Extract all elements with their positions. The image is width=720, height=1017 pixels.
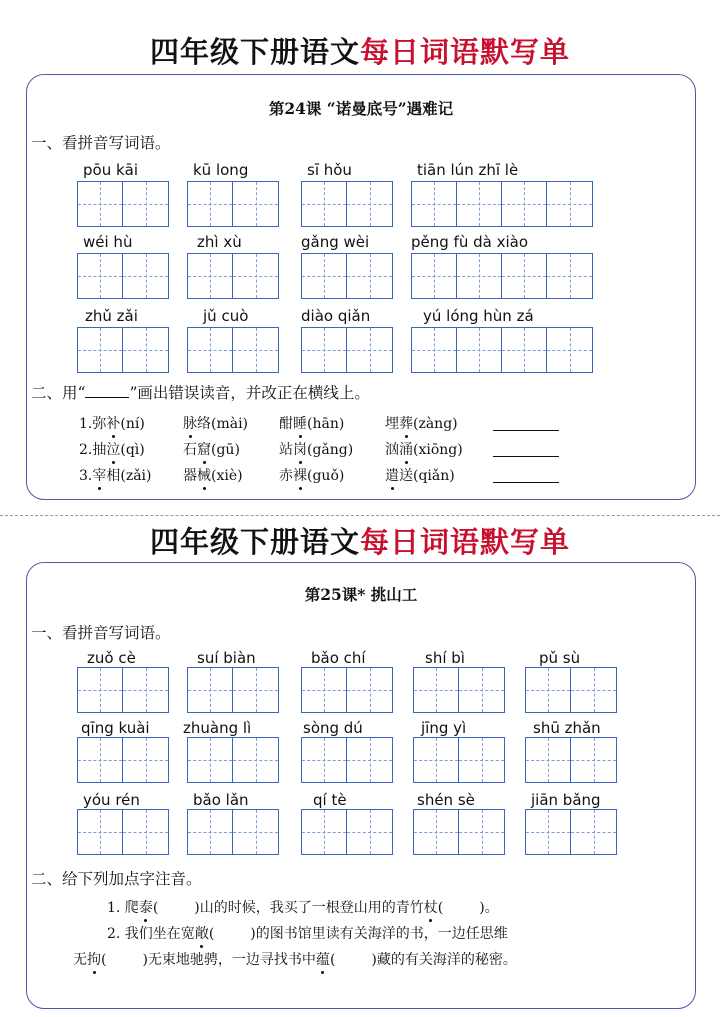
pinyin-label: yú lóng hùn zá bbox=[423, 307, 534, 325]
writing-grid[interactable] bbox=[77, 253, 169, 299]
sentence-2: 2. 我们坐在宽敞( )的图书馆里读有关海洋的书，一边任思维 bbox=[107, 923, 508, 943]
item-1-a: 1.弥补(ní) bbox=[79, 413, 145, 433]
pinyin-label: zhì xù bbox=[197, 233, 242, 251]
item-2-d: 汹涌(xiōng) bbox=[385, 439, 463, 459]
writing-grid[interactable] bbox=[77, 181, 169, 227]
writing-grid[interactable] bbox=[77, 327, 169, 373]
pinyin-label: sī hǒu bbox=[307, 161, 352, 179]
pinyin-label: bǎo chí bbox=[311, 649, 366, 667]
writing-grid[interactable] bbox=[411, 327, 593, 373]
pinyin-label: zhǔ zǎi bbox=[85, 307, 138, 325]
lesson-title: 第24课 “诺曼底号”遇难记 bbox=[268, 99, 454, 118]
pinyin-label: jǔ cuò bbox=[203, 307, 249, 325]
sentence-1: 1. 爬泰( )山的时候，我买了一根登山用的青竹杖( )。 bbox=[107, 897, 499, 917]
writing-grid[interactable] bbox=[301, 809, 393, 855]
pinyin-label: gǎng wèi bbox=[301, 233, 370, 251]
section-2-heading: 二、用“ ”画出错误读音，并改正在横线上。 bbox=[31, 384, 370, 402]
writing-grid[interactable] bbox=[413, 809, 505, 855]
writing-grid[interactable] bbox=[77, 809, 169, 855]
writing-grid[interactable] bbox=[187, 809, 279, 855]
section-1-heading: 一、看拼音写词语。 bbox=[31, 624, 171, 642]
item-1-c: 酣睡(hān) bbox=[279, 413, 344, 433]
writing-grid[interactable] bbox=[187, 181, 279, 227]
writing-grid[interactable] bbox=[187, 253, 279, 299]
lesson-title: 第25课* 挑山工 bbox=[304, 585, 418, 604]
item-2-b: 石窟(gū) bbox=[183, 439, 240, 459]
writing-grid[interactable] bbox=[411, 181, 593, 227]
pinyin-label: jiān bǎng bbox=[531, 791, 601, 809]
pinyin-label: qí tè bbox=[313, 791, 347, 809]
writing-grid[interactable] bbox=[187, 737, 279, 783]
pinyin-label: pōu kāi bbox=[83, 161, 139, 179]
pinyin-label: bǎo lǎn bbox=[193, 791, 249, 809]
pinyin-label: zhuàng lì bbox=[183, 719, 252, 737]
sentence-3: 无拘( )无束地驰骋，一边寻找书中蕴( )藏的有关海洋的秘密。 bbox=[73, 949, 517, 969]
answer-line[interactable] bbox=[493, 456, 559, 457]
item-3-a: 3.宰相(zǎi) bbox=[79, 465, 151, 485]
writing-grid[interactable] bbox=[187, 667, 279, 713]
pinyin-label: zuǒ cè bbox=[87, 649, 136, 667]
pinyin-label: shí bì bbox=[425, 649, 465, 667]
pinyin-label: suí biàn bbox=[197, 649, 256, 667]
writing-grid[interactable] bbox=[413, 737, 505, 783]
bottom-sheet-title: 四年级下册语文每日词语默写单 bbox=[149, 525, 571, 559]
pinyin-label: tiān lún zhī lè bbox=[417, 161, 519, 179]
item-1-d: 埋葬(zàng) bbox=[385, 413, 458, 433]
writing-grid[interactable] bbox=[525, 667, 617, 713]
item-3-b: 器械(xiè) bbox=[183, 465, 243, 485]
pinyin-label: sòng dú bbox=[303, 719, 363, 737]
writing-grid[interactable] bbox=[525, 809, 617, 855]
pinyin-label: qīng kuài bbox=[81, 719, 150, 737]
writing-grid[interactable] bbox=[187, 327, 279, 373]
section-1-heading: 一、看拼音写词语。 bbox=[31, 134, 171, 152]
writing-grid[interactable] bbox=[301, 253, 393, 299]
pinyin-label: shén sè bbox=[417, 791, 475, 809]
item-3-d: 遣送(qiǎn) bbox=[385, 465, 455, 485]
pinyin-label: pěng fù dà xiào bbox=[411, 233, 528, 251]
pinyin-label: kū long bbox=[193, 161, 249, 179]
writing-grid[interactable] bbox=[77, 667, 169, 713]
section-2-heading: 二、给下列加点字注音。 bbox=[31, 870, 202, 888]
writing-grid[interactable] bbox=[301, 667, 393, 713]
pinyin-label: diào qiǎn bbox=[301, 307, 371, 325]
writing-grid[interactable] bbox=[301, 181, 393, 227]
writing-grid[interactable] bbox=[77, 737, 169, 783]
item-1-b: 脉络(mài) bbox=[183, 413, 248, 433]
pinyin-label: wéi hù bbox=[83, 233, 133, 251]
writing-grid[interactable] bbox=[411, 253, 593, 299]
pinyin-label: shū zhǎn bbox=[533, 719, 601, 737]
writing-grid[interactable] bbox=[301, 737, 393, 783]
pinyin-label: pǔ sù bbox=[539, 649, 581, 667]
pinyin-label: yóu rén bbox=[83, 791, 140, 809]
item-2-a: 2.抽泣(qì) bbox=[79, 439, 145, 459]
writing-grid[interactable] bbox=[301, 327, 393, 373]
writing-grid[interactable] bbox=[413, 667, 505, 713]
cut-line bbox=[0, 515, 720, 516]
top-sheet-title: 四年级下册语文每日词语默写单 bbox=[149, 35, 571, 69]
pinyin-label: jīng yì bbox=[421, 719, 467, 737]
answer-line[interactable] bbox=[493, 482, 559, 483]
bottom-worksheet-panel bbox=[26, 562, 696, 1009]
item-2-c: 站岗(gǎng) bbox=[279, 439, 353, 459]
top-worksheet-panel bbox=[26, 74, 696, 500]
item-3-c: 赤裸(guǒ) bbox=[279, 465, 344, 485]
answer-line[interactable] bbox=[493, 430, 559, 431]
writing-grid[interactable] bbox=[525, 737, 617, 783]
underline-sample bbox=[85, 397, 129, 398]
